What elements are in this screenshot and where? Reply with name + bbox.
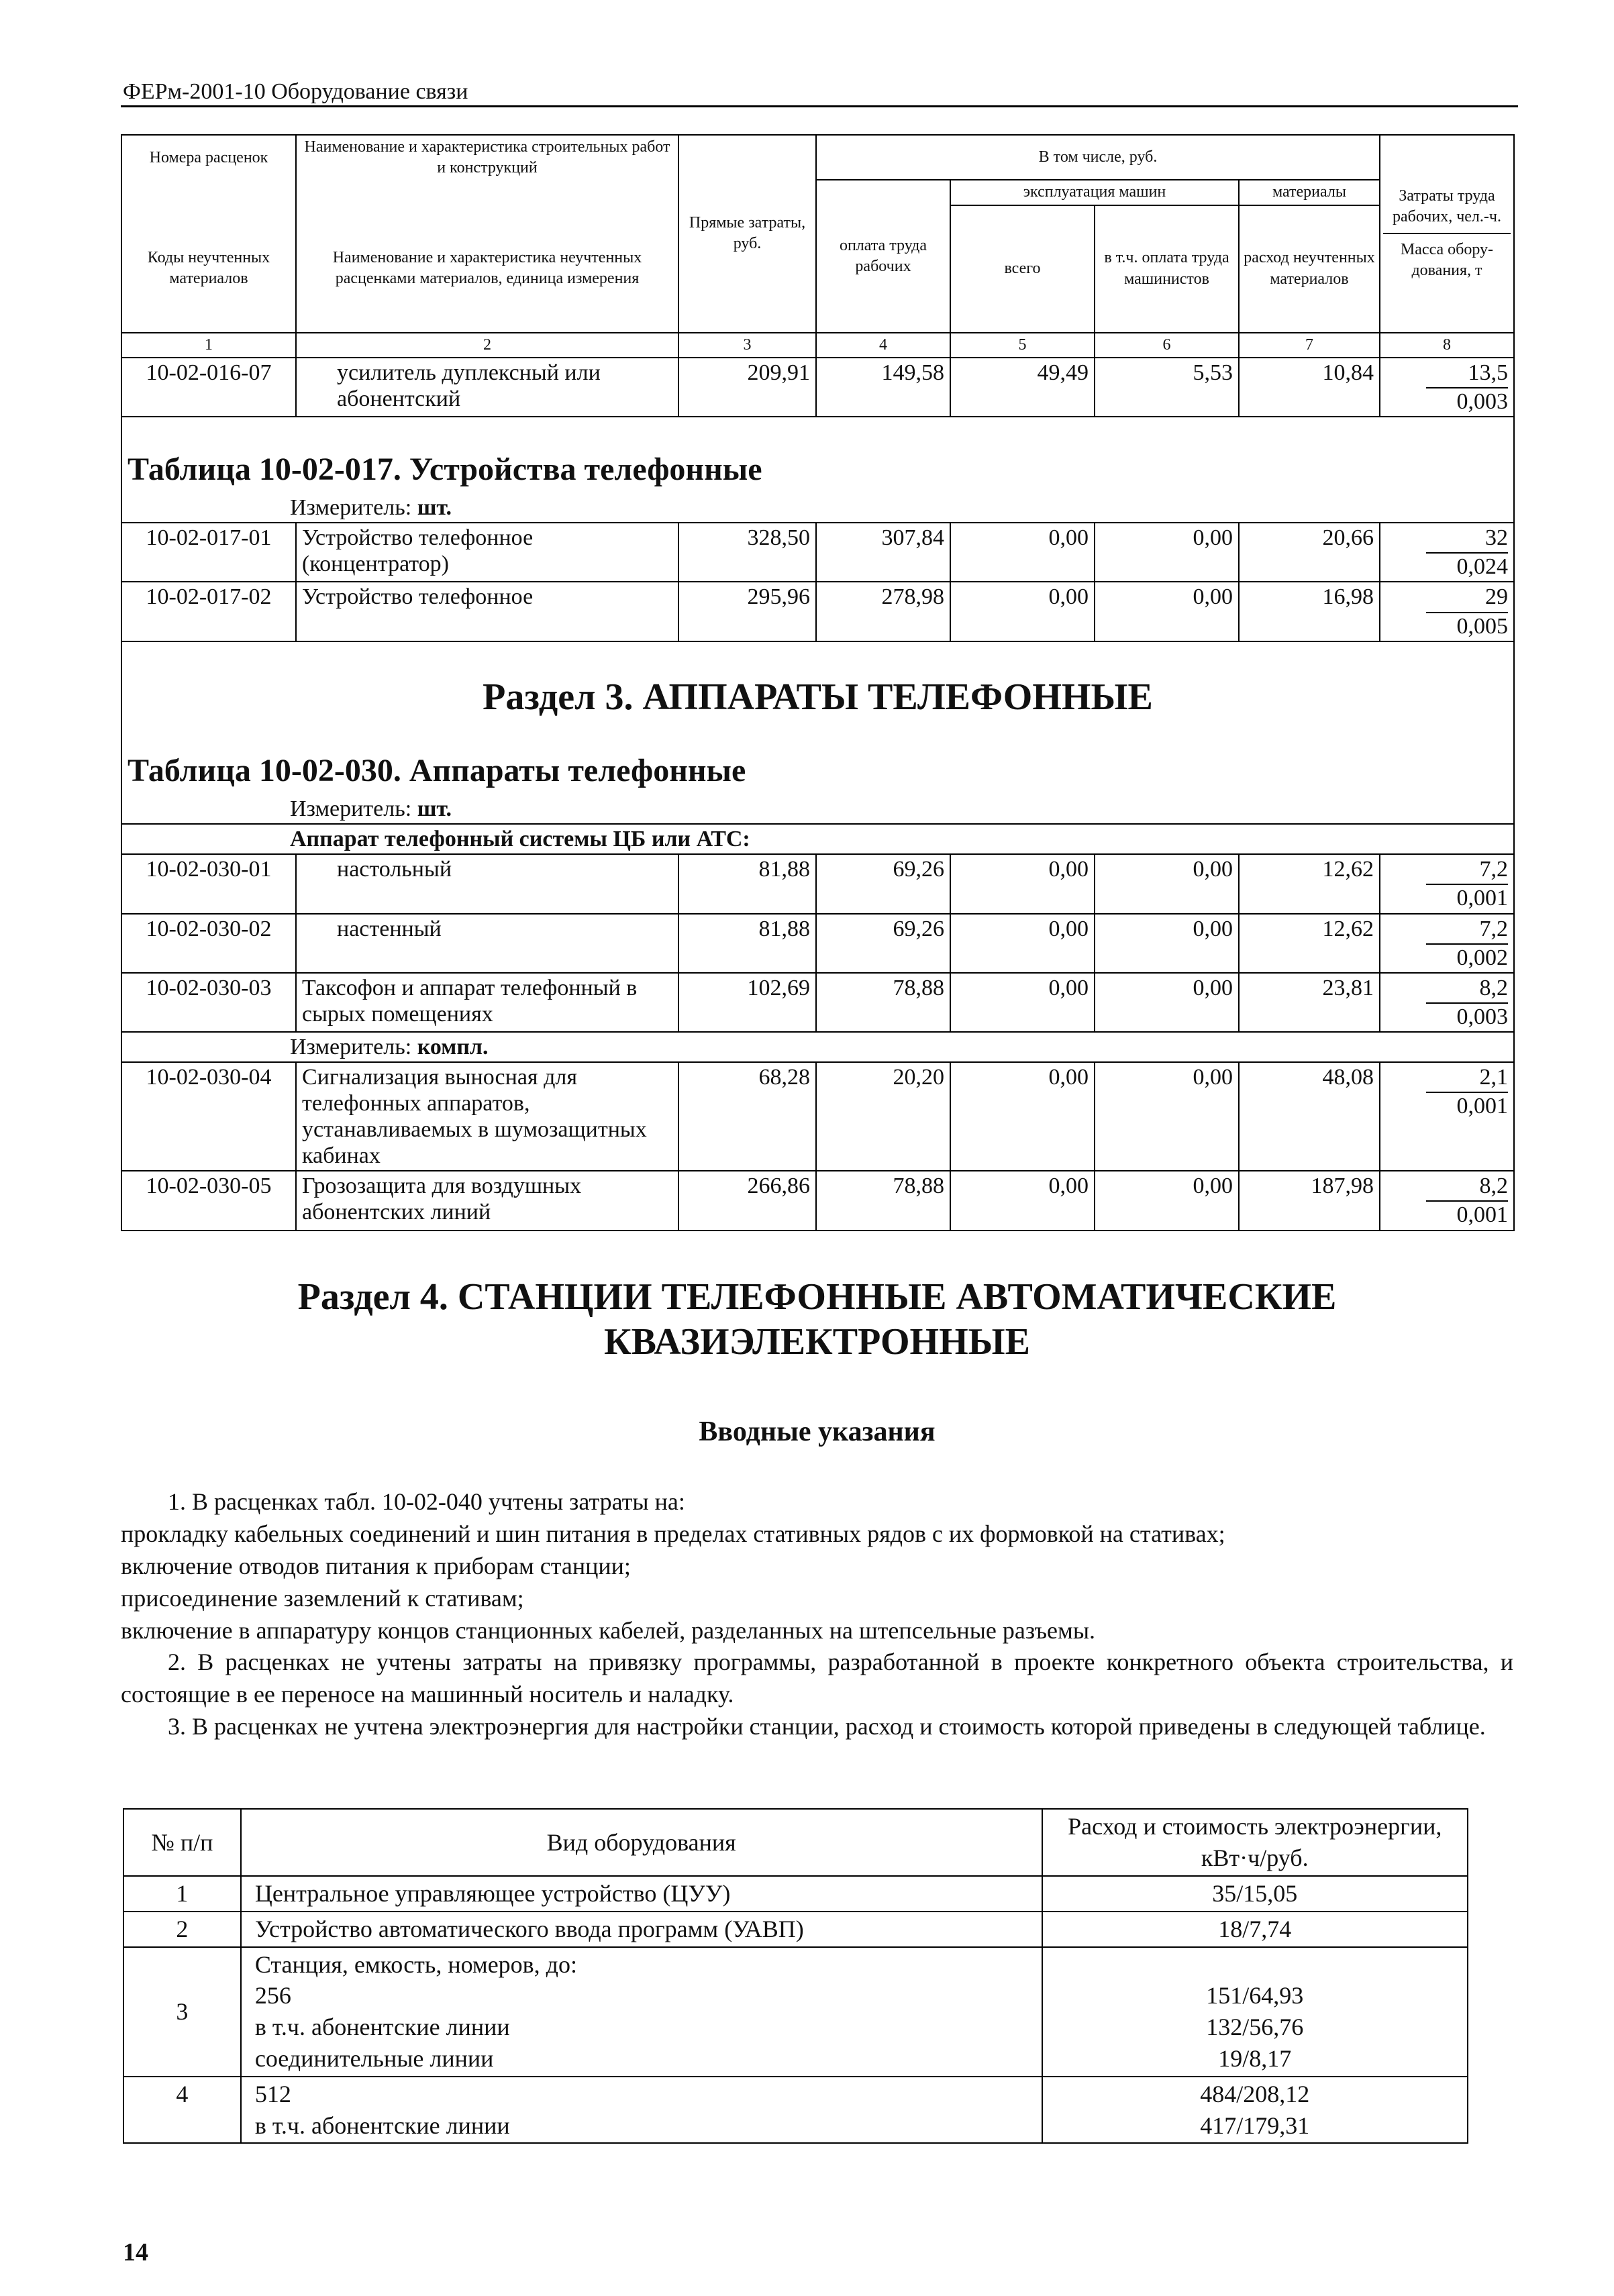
- intro-title: Вводные указания: [699, 1416, 936, 1447]
- work-name: Устройство телефонное: [296, 582, 678, 641]
- table-row: [121, 854, 1514, 913]
- equipment-mass: 0,003: [1456, 388, 1508, 414]
- machines-cost: 0,00: [950, 1062, 1095, 1171]
- col-num: 1: [121, 333, 296, 358]
- row-number: 2: [123, 1912, 241, 1947]
- meter-unit: шт.: [417, 495, 452, 521]
- meter-unit: компл.: [417, 1034, 489, 1059]
- col-machines-total: всего: [950, 205, 1095, 333]
- energy-value: 417/179,31: [1200, 2111, 1310, 2139]
- equipment-mass: 0,003: [1456, 1004, 1508, 1029]
- page-header: ФЕРм-2001-10 Оборудование связи: [123, 79, 468, 104]
- row-number: 4: [123, 2077, 241, 2144]
- col-labor-mass: [1380, 135, 1514, 333]
- rate-code: 10-02-030-04: [121, 1062, 296, 1171]
- paragraph: прокладку кабельных соединений и шин питания в пределах стативных рядов с их формовкой на стативах;: [121, 1520, 1225, 1547]
- col-num: 2: [296, 333, 678, 358]
- col-including: В том числе, руб.: [816, 135, 1380, 180]
- work-name: Таксофон и аппарат телефонный в сырых помещениях: [296, 973, 678, 1032]
- equipment-type: Устройство автоматического ввода программ (УАВП): [241, 1912, 1042, 1947]
- col-rate-number: Номера расценок: [121, 135, 296, 180]
- direct-cost: 102,69: [678, 973, 816, 1032]
- direct-cost: 81,88: [678, 914, 816, 973]
- work-name: Устройство телефонное (концентратор): [296, 523, 678, 582]
- materials-cost: 16,98: [1239, 582, 1380, 641]
- work-name: Сигнализация выносная для телефонных аппаратов, устанавливаемых в шумозащитных кабинах: [296, 1062, 678, 1171]
- direct-cost: 209,91: [678, 358, 816, 417]
- labor-costs: 2,1: [1426, 1064, 1508, 1093]
- col-machinists: в т.ч. оплата труда машинистов: [1095, 205, 1239, 333]
- paragraph: присоединение заземлений к стативам;: [121, 1584, 524, 1612]
- rate-code: 10-02-030-05: [121, 1171, 296, 1230]
- energy-value: 484/208,12: [1200, 2080, 1310, 2107]
- equipment-type: соединительные линии: [254, 2044, 494, 2072]
- labor-costs: 8,2: [1426, 1173, 1508, 1202]
- energy-value: 18/7,74: [1042, 1912, 1468, 1947]
- direct-cost: 81,88: [678, 854, 816, 913]
- paragraph: 1. В расценках табл. 10-02-040 учтены затраты на:: [168, 1488, 685, 1515]
- col-num: 8: [1380, 333, 1514, 358]
- materials-cost: 12,62: [1239, 854, 1380, 913]
- col-type-header: Вид оборудования: [241, 1809, 1042, 1876]
- equipment-mass: 0,024: [1456, 554, 1508, 580]
- col-direct-costs: Прямые затраты, руб.: [678, 135, 816, 333]
- energy-value: 132/56,76: [1206, 2014, 1304, 2041]
- materials-cost: 12,62: [1239, 914, 1380, 973]
- paragraph: 2. В расценках не учтены затраты на привязку программы, разработанной в проекте конкретного объекта строительства, и состоящие в ее переносе на машинный носитель и наладку.: [121, 1649, 1513, 1708]
- machines-cost: 0,00: [950, 854, 1095, 913]
- table-title: Таблица 10-02-030. Аппараты телефонные: [121, 745, 1514, 794]
- machines-cost: 0,00: [950, 973, 1095, 1032]
- column-numbers-row: [121, 333, 1514, 358]
- equipment-type: в т.ч. абонентские линии: [254, 2111, 510, 2139]
- section-4-title: [121, 1275, 1513, 1365]
- section-4-title-line: Раздел 4. СТАНЦИИ ТЕЛЕФОННЫЕ АВТОМАТИЧЕСКИЕ: [297, 1276, 1337, 1318]
- rate-code: 10-02-017-02: [121, 582, 296, 641]
- work-name: Грозозащита для воздушных абонентских линий: [296, 1171, 678, 1230]
- labor-costs: 7,2: [1426, 916, 1508, 945]
- direct-cost: 328,50: [678, 523, 816, 582]
- paragraph: 3. В расценках не учтена электроэнергия для настройки станции, расход и стоимость которой приведены в следующей таблице.: [168, 1713, 1486, 1740]
- row-number: 3: [123, 1947, 241, 2077]
- machinists-wages: 5,53: [1095, 358, 1239, 417]
- direct-cost: 266,86: [678, 1171, 816, 1230]
- wages: 278,98: [816, 582, 950, 641]
- col-num-header: № п/п: [123, 1809, 241, 1876]
- equipment-type: 256: [254, 1982, 291, 2010]
- equipment-mass: 0,001: [1456, 1094, 1508, 1119]
- row-number: 1: [123, 1876, 241, 1912]
- energy-value: 19/8,17: [1218, 2044, 1292, 2072]
- col-machines: эксплуатация машин: [950, 180, 1239, 205]
- wages: 20,20: [816, 1062, 950, 1171]
- col-work-name: Наименование и характеристика строительных работ и конструкций: [296, 135, 678, 180]
- table-row: [121, 582, 1514, 641]
- equipment-mass: 0,005: [1456, 613, 1508, 639]
- direct-cost: 68,28: [678, 1062, 816, 1171]
- machinists-wages: 0,00: [1095, 582, 1239, 641]
- labor-costs: 32: [1426, 525, 1508, 554]
- equipment-mass: 0,002: [1456, 945, 1508, 970]
- wages: 69,26: [816, 914, 950, 973]
- col-material-codes: Коды неучтенных материалов: [121, 205, 296, 333]
- col-materials: материалы: [1239, 180, 1380, 205]
- section-4-title-line: КВАЗИЭЛЕКТРОННЫЕ: [604, 1321, 1030, 1363]
- direct-cost: 295,96: [678, 582, 816, 641]
- meter-label: Измеритель: компл.: [121, 1032, 1514, 1062]
- col-mass: Масса обору-дования, т: [1400, 241, 1494, 280]
- table-row: [123, 1912, 1468, 1947]
- materials-cost: 10,84: [1239, 358, 1380, 417]
- table-title: Таблица 10-02-017. Устройства телефонные: [121, 417, 1514, 493]
- table-row: [123, 2077, 1468, 2144]
- table-row: [121, 358, 1514, 417]
- machines-cost: 49,49: [950, 358, 1095, 417]
- machinists-wages: 0,00: [1095, 973, 1239, 1032]
- table-row: [123, 1876, 1468, 1912]
- header-rule: [121, 105, 1518, 107]
- rate-code: 10-02-016-07: [121, 358, 296, 417]
- machinists-wages: 0,00: [1095, 1062, 1239, 1171]
- meter-unit: шт.: [417, 796, 452, 822]
- col-material-usage: расход неучтенных материалов: [1239, 205, 1380, 333]
- paragraph: включение отводов питания к приборам станции;: [121, 1552, 631, 1579]
- col-num: 3: [678, 333, 816, 358]
- col-labor: Затраты труда рабочих, чел.-ч.: [1383, 186, 1511, 234]
- wages: 307,84: [816, 523, 950, 582]
- equipment-type: 512: [254, 2080, 291, 2107]
- col-num: 5: [950, 333, 1095, 358]
- machinists-wages: 0,00: [1095, 914, 1239, 973]
- labor-costs: 8,2: [1426, 975, 1508, 1004]
- col-material-names: Наименование и характеристика неучтенных расценками материалов, единица измерения: [296, 205, 678, 333]
- work-name: усилитель дуплексный или абонентский: [296, 358, 678, 417]
- labor-costs: 7,2: [1426, 856, 1508, 885]
- wages: 69,26: [816, 854, 950, 913]
- equipment-type: Центральное управляющее устройство (ЦУУ): [241, 1876, 1042, 1912]
- table-row: [121, 1062, 1514, 1171]
- equipment-type: Станция, емкость, номеров, до:: [254, 1950, 577, 1978]
- table-row: [121, 973, 1514, 1032]
- machines-cost: 0,00: [950, 582, 1095, 641]
- col-num: 6: [1095, 333, 1239, 358]
- rate-code: 10-02-030-01: [121, 854, 296, 913]
- rate-code: 10-02-030-02: [121, 914, 296, 973]
- page-number: 14: [123, 2238, 148, 2266]
- equipment-type: в т.ч. абонентские линии: [254, 2014, 510, 2041]
- intro-text: [121, 1486, 1513, 1743]
- meter-label: Измеритель: шт.: [121, 493, 1514, 523]
- machines-cost: 0,00: [950, 1171, 1095, 1230]
- wages: 149,58: [816, 358, 950, 417]
- wages: 78,88: [816, 973, 950, 1032]
- work-name: настольный: [296, 854, 678, 913]
- table-row: [121, 914, 1514, 973]
- col-num: 4: [816, 333, 950, 358]
- table-row: [121, 1171, 1514, 1230]
- section-title: Раздел 3. АППАРАТЫ ТЕЛЕФОННЫЕ: [121, 641, 1514, 745]
- materials-cost: 48,08: [1239, 1062, 1380, 1171]
- machinists-wages: 0,00: [1095, 854, 1239, 913]
- materials-cost: 23,81: [1239, 973, 1380, 1032]
- machines-cost: 0,00: [950, 914, 1095, 973]
- table-row: [121, 523, 1514, 582]
- meter-label: Измеритель: шт.: [121, 794, 1514, 824]
- materials-cost: 20,66: [1239, 523, 1380, 582]
- wages: 78,88: [816, 1171, 950, 1230]
- equipment-mass: 0,001: [1456, 886, 1508, 911]
- machines-cost: 0,00: [950, 523, 1095, 582]
- col-num: 7: [1239, 333, 1380, 358]
- energy-value: 35/15,05: [1042, 1876, 1468, 1912]
- energy-value: 151/64,93: [1206, 1982, 1304, 2010]
- table-row: [123, 1947, 1468, 2077]
- col-value-header: Расход и стоимость электроэнергии, кВт·ч/руб.: [1042, 1809, 1468, 1876]
- rate-code: 10-02-017-01: [121, 523, 296, 582]
- paragraph: включение в аппаратуру концов станционных кабелей, разделанных на штепсельные разъемы.: [121, 1616, 1096, 1644]
- col-wages: оплата труда рабочих: [816, 180, 950, 332]
- rate-code: 10-02-030-03: [121, 973, 296, 1032]
- equipment-mass: 0,001: [1456, 1202, 1508, 1228]
- labor-costs: 13,5: [1426, 360, 1508, 388]
- machinists-wages: 0,00: [1095, 523, 1239, 582]
- labor-costs: 29: [1426, 584, 1508, 613]
- machinists-wages: 0,00: [1095, 1171, 1239, 1230]
- group-heading: Аппарат телефонный системы ЦБ или АТС:: [121, 824, 1514, 854]
- rates-table: [121, 134, 1515, 1231]
- materials-cost: 187,98: [1239, 1171, 1380, 1230]
- work-name: настенный: [296, 914, 678, 973]
- energy-table: [123, 1808, 1468, 2144]
